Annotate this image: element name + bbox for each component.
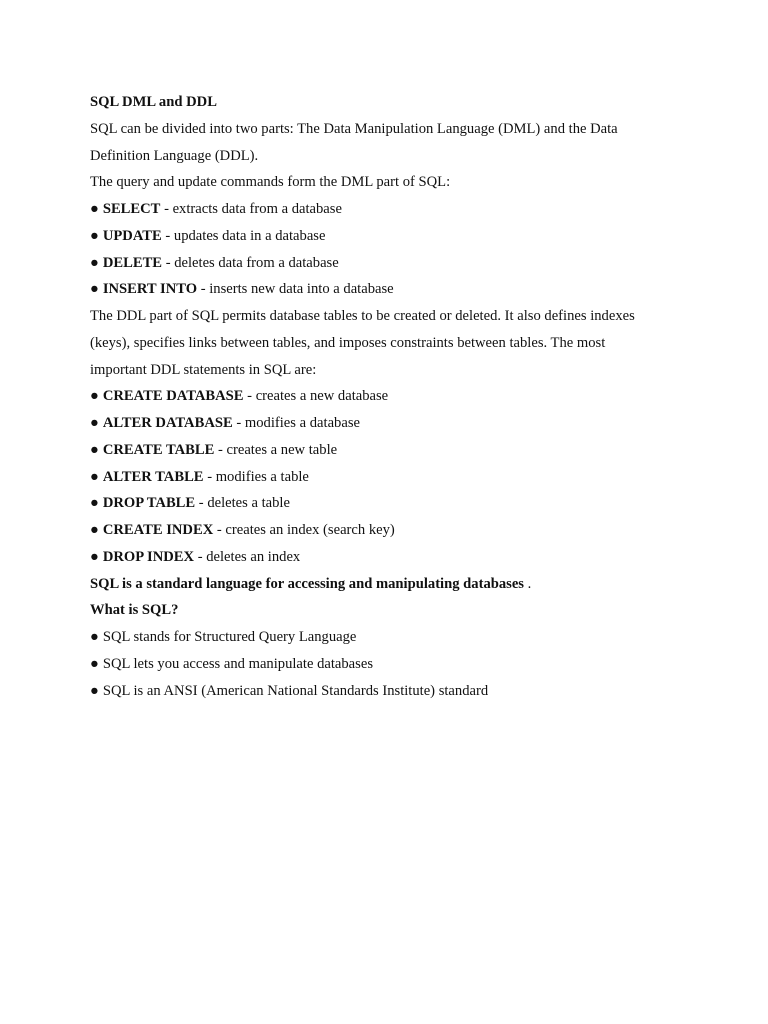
intro-line-2: Definition Language (DDL). [90, 147, 259, 164]
list-item [90, 544, 730, 571]
list-item-desc: - modifies a table [203, 468, 309, 485]
bullet-icon: ● [90, 281, 99, 298]
list-item-desc: - deletes an index [194, 548, 301, 565]
list-item-term: CREATE TABLE [102, 441, 215, 458]
list-item-desc: - creates a new table [214, 441, 338, 458]
list-item [90, 250, 730, 277]
list-item-term: DELETE [102, 254, 163, 271]
bullet-icon: ● [90, 254, 99, 271]
standard-statement [90, 571, 730, 598]
list-item-term: CREATE INDEX [102, 522, 214, 538]
list-item-text: SQL lets you access and manipulate databases [102, 655, 373, 672]
list-item-term: ALTER DATABASE [102, 415, 233, 431]
list-item [90, 624, 730, 651]
document-page [90, 89, 730, 704]
ddl-intro-line-2: (keys), specifies links between tables, and imposes constraints between tables. The most [90, 334, 606, 351]
intro-line-1: SQL can be divided into two parts: The Data Manipulation Language (DML) and the Data [90, 120, 618, 137]
standard-statement-tail: . [524, 575, 532, 592]
document-title: SQL DML and DDL [90, 94, 217, 110]
list-item [90, 678, 730, 705]
ddl-intro-line-3: important DDL statements in SQL are: [90, 361, 317, 378]
bullet-icon: ● [90, 201, 99, 217]
bullet-icon: ● [90, 682, 99, 699]
list-item-term: DROP TABLE [102, 495, 196, 512]
list-item-text: SQL stands for Structured Query Language [102, 629, 357, 645]
list-item [90, 223, 730, 250]
list-item-term: ALTER TABLE [102, 468, 204, 485]
dml-list [90, 196, 730, 303]
bullet-icon: ● [90, 655, 99, 672]
list-item-text: SQL is an ANSI (American National Standards Institute) standard [102, 682, 489, 699]
bullet-icon: ● [90, 388, 99, 405]
list-item-desc: - inserts new data into a database [197, 281, 394, 298]
list-item [90, 196, 730, 223]
list-item-desc: - updates data in a database [161, 227, 326, 244]
list-item [90, 490, 730, 517]
list-item [90, 651, 730, 678]
ddl-intro-line-1: The DDL part of SQL permits database tables to be created or deleted. It also defines indexes [90, 308, 635, 324]
what-is-heading: What is SQL? [90, 602, 179, 619]
bullet-icon: ● [90, 522, 99, 538]
list-item-term: CREATE DATABASE [102, 388, 244, 405]
bullet-icon: ● [90, 468, 99, 485]
list-item-desc: - deletes a table [195, 495, 290, 512]
list-item-term: DROP INDEX [102, 548, 195, 565]
dml-intro: The query and update commands form the DML part of SQL: [90, 174, 451, 191]
list-item-desc: - extracts data from a database [160, 201, 342, 217]
bullet-icon: ● [90, 441, 99, 458]
list-item [90, 383, 730, 410]
bullet-icon: ● [90, 227, 99, 244]
list-item-desc: - creates a new database [243, 388, 389, 405]
standard-statement-text: SQL is a standard language for accessing and manipulating databases [90, 575, 524, 592]
list-item [90, 276, 730, 303]
list-item-desc: - creates an index (search key) [213, 522, 395, 538]
list-item [90, 410, 730, 437]
what-is-list [90, 624, 730, 704]
bullet-icon: ● [90, 415, 99, 431]
bullet-icon: ● [90, 548, 99, 565]
bullet-icon: ● [90, 629, 99, 645]
list-item-term: UPDATE [102, 227, 162, 244]
bullet-icon: ● [90, 495, 99, 512]
list-item-term: INSERT INTO [102, 281, 198, 298]
list-item-desc: - modifies a database [232, 415, 360, 431]
ddl-list [90, 383, 730, 570]
list-item [90, 437, 730, 464]
list-item-term: SELECT [102, 201, 161, 217]
list-item-desc: - deletes data from a database [162, 254, 339, 271]
list-item [90, 517, 730, 544]
list-item [90, 464, 730, 491]
